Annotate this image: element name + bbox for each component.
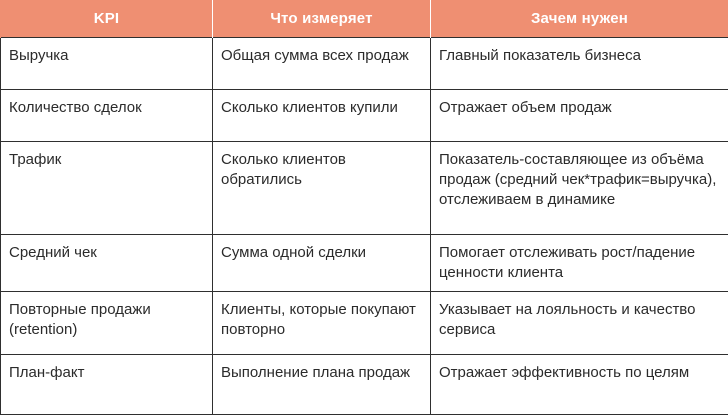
cell-kpi: Повторные продажи (retention): [1, 291, 213, 354]
table-row: [1, 291, 728, 354]
cell-purpose: Отражает эффективность по целям: [431, 354, 728, 414]
header-row: [1, 0, 728, 37]
cell-kpi: Средний чек: [1, 234, 213, 291]
table-row: [1, 354, 728, 414]
cell-kpi: Выручка: [1, 37, 213, 89]
cell-measures: Выполнение плана продаж: [213, 354, 431, 414]
cell-measures: Сколько клиентов обратились: [213, 141, 431, 234]
cell-purpose: Помогает отслеживать рост/падение ценности клиента: [431, 234, 728, 291]
cell-measures: Клиенты, которые покупают повторно: [213, 291, 431, 354]
cell-purpose: Отражает объем продаж: [431, 89, 728, 141]
cell-kpi: План-факт: [1, 354, 213, 414]
cell-measures: Сумма одной сделки: [213, 234, 431, 291]
header-kpi: KPI: [1, 0, 213, 37]
table-body: [1, 37, 728, 414]
table-row: [1, 37, 728, 89]
cell-purpose: Указывает на лояльность и качество сервиса: [431, 291, 728, 354]
cell-kpi: Количество сделок: [1, 89, 213, 141]
cell-purpose: Показатель-составляющее из объёма продаж (средний чек*трафик=выручка), отслеживаем в динамике: [431, 141, 728, 234]
cell-kpi: Трафик: [1, 141, 213, 234]
cell-purpose: Главный показатель бизнеса: [431, 37, 728, 89]
header-measures: Что измеряет: [213, 0, 431, 37]
header-purpose: Зачем нужен: [431, 0, 728, 37]
cell-measures: Общая сумма всех продаж: [213, 37, 431, 89]
cell-measures: Сколько клиентов купили: [213, 89, 431, 141]
table-row: [1, 89, 728, 141]
table-row: [1, 141, 728, 234]
table-row: [1, 234, 728, 291]
table-header: [1, 0, 728, 37]
